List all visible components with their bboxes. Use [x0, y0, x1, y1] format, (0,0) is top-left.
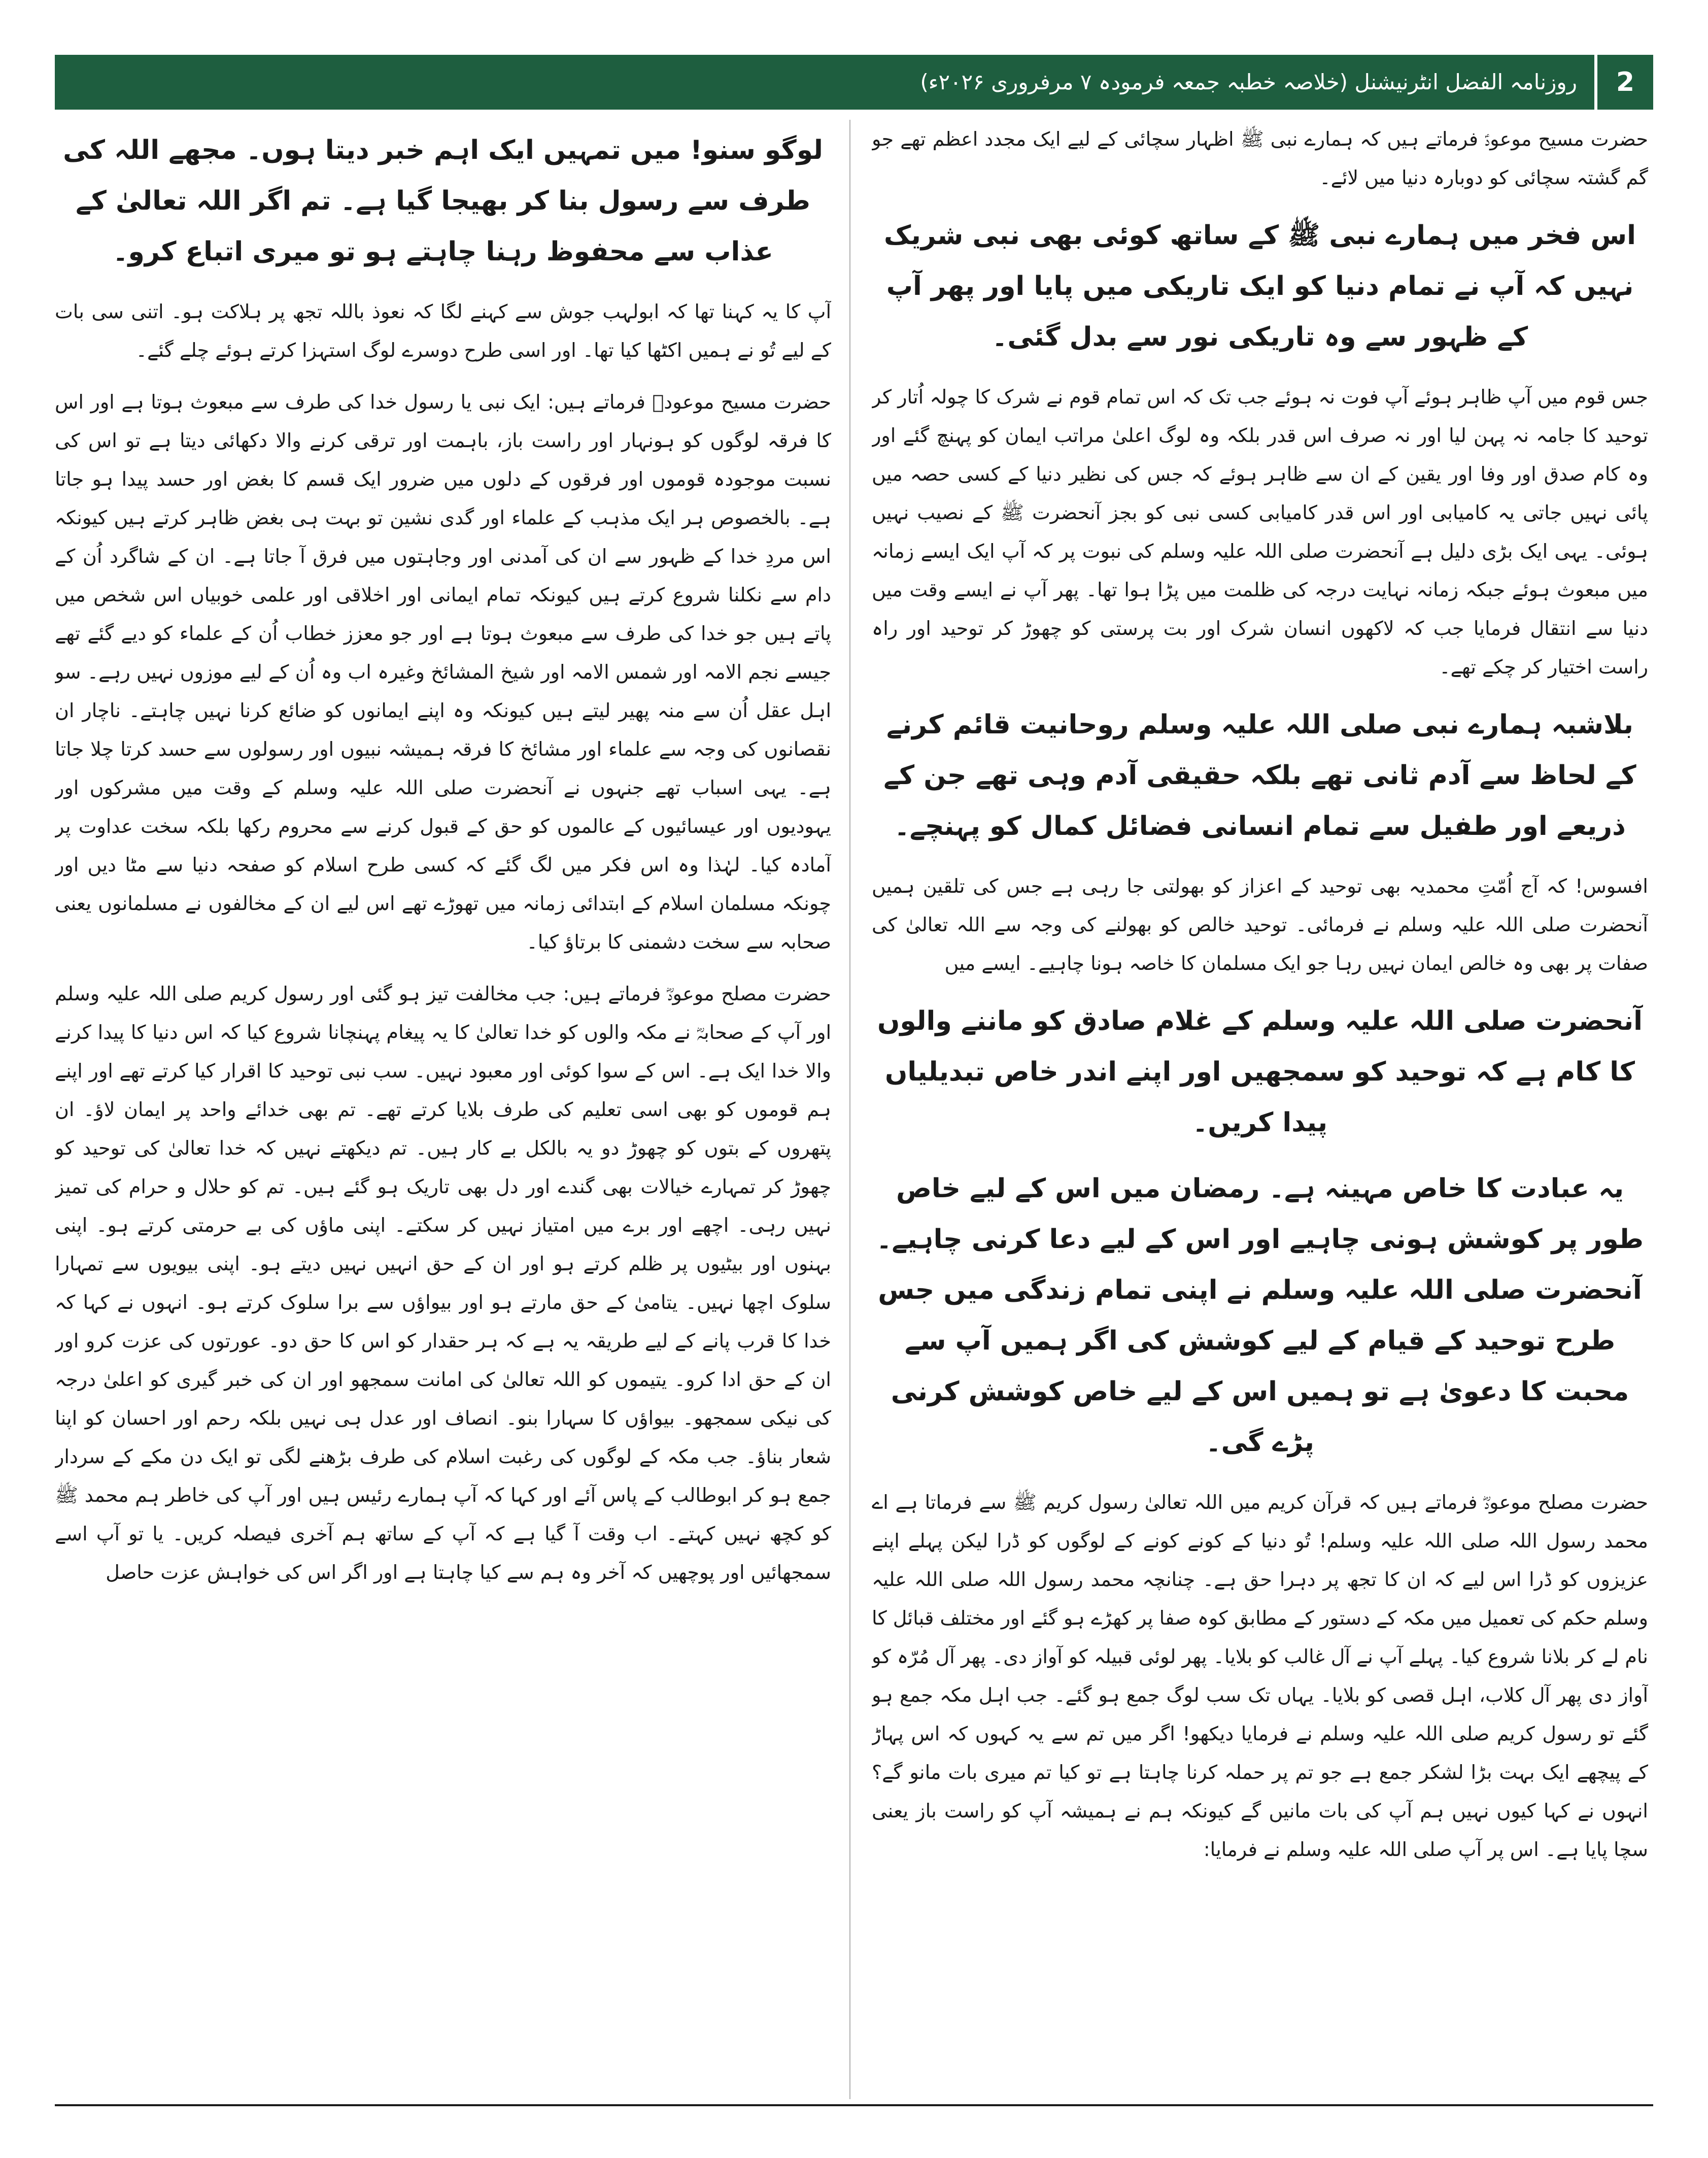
footer-rule [55, 2104, 1653, 2106]
running-title: روزنامہ الفضل انٹرنیشنل (خلاصہ خطبہ جمعہ فرمودہ ۷ مرفروری ۲۰۲۶ء) [920, 70, 1577, 94]
paragraph: حضرت مسیح موعودؑ فرماتے ہیں کہ ہمارے نبی ﷺ اظہار سچائی کے لیے ایک مجدد اعظم تھے جو گم گشتہ سچائی کو دوبارہ دنیا میں لائے۔ [872, 128, 1648, 189]
paragraph: آپ کا یہ کہنا تھا کہ ابولہب جوش سے کہنے لگا کہ نعوذ باللہ تجھ پر ہلاکت ہو۔ اتنی سی بات کے لیے تُو نے ہمیں اکٹھا کیا تھا۔ اور اسی طرح دوسرے لوگ استہزا کرتے ہوئے چلے گئے۔ [55, 300, 831, 361]
column-divider [849, 120, 850, 2099]
paragraph: جس قوم میں آپ ظاہر ہوئے آپ فوت نہ ہوئے جب تک کہ اس تمام قوم نے شرک کا چولہ اُتار کر توحید کا جامہ نہ پہن لیا اور نہ صرف اس قدر بلکہ وہ لوگ اعلیٰ مراتب ایمان کو پہنچ گئے اور وہ کام صدق اور وفا اور یقین کے ان سے ظاہر ہوئے کہ جس کی نظیر دنیا کے کسی حصہ میں پائی نہیں جاتی یہ کامیابی اور اس قدر کامیابی کسی نبی کو بجز آنحضرت ﷺ کے نصیب نہیں ہوئی۔ یہی ایک بڑی دلیل ہے آنحضرت صلی اللہ علیہ وسلم کی نبوت پر کہ آپ ایک ایسے زمانہ میں مبعوث ہوئے جبکہ زمانہ نہایت درجہ کی ظلمت میں پڑا ہوا تھا۔ پھر آپ نے ایسے وقت میں دنیا سے انتقال فرمایا جب کہ لاکھوں انسان شرک اور بت پرستی کو چھوڑ کر توحید اور راہ راست اختیار کر چکے تھے۔ [872, 386, 1648, 678]
paragraph: حضرت مسیح موعودؑ فرماتے ہیں: ایک نبی یا رسول خدا کی طرف سے مبعوث ہوتا ہے اور اس کا فرقہ لوگوں کو ہونہار اور راست باز، باہمت اور ترقی کرنے والا دکھائی دیتا ہے تو اس کی نسبت موجودہ قوموں اور فرقوں کے دلوں میں ضرور ایک قسم کا بغض اور حسد پیدا ہو جاتا ہے۔ بالخصوص ہر ایک مذہب کے علماء اور گدی نشین تو بہت ہی بغض ظاہر کرتے ہیں کیونکہ اس مردِ خدا کے ظہور سے ان کی آمدنی اور وجاہتوں میں فرق آ جاتا ہے۔ ان کے شاگرد اُن کے دام سے نکلنا شروع کرتے ہیں کیونکہ تمام ایمانی اور اخلاقی اور علمی خوبیاں اس شخص میں پاتے ہیں جو خدا کی طرف سے مبعوث ہوتا ہے اور جو معزز خطاب اُن کے علماء کو دیے گئے تھے جیسے نجم الامہ اور شمس الامہ اور شیخ المشائخ وغیرہ اب وہ اُن کے لیے موزوں نہیں رہے۔ سو اہل عقل اُن سے منہ پھیر لیتے ہیں کیونکہ وہ اپنے ایمانوں کو ضائع کرنا نہیں چاہتے۔ ناچار ان نقصانوں کی وجہ سے علماء اور مشائخ کا فرقہ ہمیشہ نبیوں اور رسولوں سے حسد کرتا چلا جاتا ہے۔ یہی اسباب تھے جنہوں نے آنحضرت صلی اللہ علیہ وسلم کے وقت میں مشرکوں اور یہودیوں اور عیسائیوں کے عالموں کو حق کے قبول کرنے سے محروم رکھا بلکہ سخت عداوت پر آمادہ کیا۔ لہٰذا وہ اس فکر میں لگ گئے کہ کسی طرح اسلام کو صفحہ دنیا سے مٹا دیں اور چونکہ مسلمان اسلام کے ابتدائی زمانہ میں تھوڑے تھے اس لیے ان کے مخالفوں نے مسلمانوں یعنی صحابہ سے سخت دشمنی کا برتاؤ کیا۔ [55, 391, 831, 953]
highlighted-quote: یہ عبادت کا خاص مہینہ ہے۔ رمضان میں اس کے لیے خاص طور پر کوشش ہونی چاہیے اور اس کے لیے دعا کرنی چاہیے۔ آنحضرت صلی اللہ علیہ وسلم نے اپنی تمام زندگی میں جس طرح توحید کے قیام کے لیے کوشش کی اگر ہمیں آپ سے محبت کا دعویٰ ہے تو ہمیں اس کے لیے خاص کوشش کرنی پڑے گی۔ [876, 1173, 1644, 1458]
highlighted-quote: آنحضرت صلی اللہ علیہ وسلم کے غلام صادق کو ماننے والوں کا کام ہے کہ توحید کو سمجھیں اور اپنے اندر خاص تبدیلیاں پیدا کریں۔ [877, 1006, 1643, 1138]
highlighted-quote: بلاشبہ ہمارے نبی صلی اللہ علیہ وسلم روحانیت قائم کرنے کے لحاظ سے آدم ثانی تھے بلکہ حقیقی آدم وہی تھے جن کے ذریعے اور طفیل سے تمام انسانی فضائل کمال کو پہنچے۔ [883, 710, 1636, 841]
page-header-bar [55, 55, 1653, 110]
paragraph: افسوس! کہ آج اُمّتِ محمدیہ بھی توحید کے اعزاز کو بھولتی جا رہی ہے جس کی تلقین ہمیں آنحضرت صلی اللہ علیہ وسلم نے فرمائی۔ توحید خالص کو بھولنے کی وجہ سے اللہ تعالیٰ کی صفات پر بھی وہ خالص ایمان نہیں رہا جو ایک مسلمان کا خاصہ ہونا چاہیے۔ ایسے میں [872, 875, 1648, 974]
paragraph: حضرت مصلح موعودؓ فرماتے ہیں کہ قرآن کریم میں اللہ تعالیٰ رسول کریم ﷺ سے فرماتا ہے اے محمد رسول اللہ صلی اللہ علیہ وسلم! تُو دنیا کے کونے کونے کے لوگوں کو ڈرا لیکن پہلے اپنے عزیزوں کو ڈرا اس لیے کہ ان کا تجھ پر دہرا حق ہے۔ چنانچہ محمد رسول اللہ صلی اللہ علیہ وسلم حکم کی تعمیل میں مکہ کے دستور کے مطابق کوہ صفا پر کھڑے ہو گئے اور مختلف قبائل کا نام لے کر بلانا شروع کیا۔ پہلے آپ نے آل غالب کو بلایا۔ پھر لوئی قبیلہ کو آواز دی۔ پھر آل مُرّہ کو آواز دی پھر آل کلاب، اہل قصی کو بلایا۔ یہاں تک سب لوگ جمع ہو گئے۔ جب اہل مکہ جمع ہو گئے تو رسول کریم صلی اللہ علیہ وسلم نے فرمایا دیکھو! اگر میں تم سے یہ کہوں کہ اس پہاڑ کے پیچھے ایک بہت بڑا لشکر جمع ہے جو تم پر حملہ کرنا چاہتا ہے تو کیا تم میری بات مانو گے؟ انہوں نے کہا کیوں نہیں ہم آپ کی بات مانیں گے کیونکہ ہم نے ہمیشہ آپ کو راست باز یعنی سچا پایا ہے۔ اس پر آپ صلی اللہ علیہ وسلم نے فرمایا: [872, 1491, 1648, 1861]
page-number: 2 [1594, 55, 1653, 110]
left-column [55, 120, 831, 2099]
right-column [872, 120, 1648, 2099]
highlighted-quote: لوگو سنو! میں تمہیں ایک اہم خبر دیتا ہوں۔ مجھے اللہ کی طرف سے رسول بنا کر بھیجا گیا ہے۔ تم اگر اللہ تعالیٰ کے عذاب سے محفوظ رہنا چاہتے ہو تو میری اتباع کرو۔ [63, 135, 823, 267]
highlighted-quote: اس فخر میں ہمارے نبی ﷺ کے ساتھ کوئی بھی نبی شریک نہیں کہ آپ نے تمام دنیا کو ایک تاریکی میں پایا اور پھر آپ کے ظہور سے وہ تاریکی نور سے بدل گئی۔ [884, 220, 1636, 352]
paragraph: حضرت مصلح موعودؓ فرماتے ہیں: جب مخالفت تیز ہو گئی اور رسول کریم صلی اللہ علیہ وسلم اور آپ کے صحابہؓ نے مکہ والوں کو خدا تعالیٰ کا یہ پیغام پہنچانا شروع کیا کہ اس دنیا کا پیدا کرنے والا خدا ایک ہے۔ اس کے سوا کوئی اور معبود نہیں۔ سب نبی توحید کا اقرار کیا کرتے تھے اور اپنے ہم قوموں کو بھی اسی تعلیم کی طرف بلایا کرتے تھے۔ تم بھی خدائے واحد پر ایمان لاؤ۔ ان پتھروں کے بتوں کو چھوڑ دو یہ بالکل بے کار ہیں۔ تم دیکھتے نہیں کہ خدا تعالیٰ کی توحید کو چھوڑ کر تمہارے خیالات بھی گندے اور دل بھی تاریک ہو گئے ہیں۔ تم کو حلال و حرام کی تمیز نہیں رہی۔ اچھے اور برے میں امتیاز نہیں کر سکتے۔ اپنی ماؤں کی بے حرمتی کرتے ہو۔ اپنی بہنوں اور بیٹیوں پر ظلم کرتے ہو اور ان کے حق انہیں نہیں دیتے ہو۔ اپنی بیویوں سے تمہارا سلوک اچھا نہیں۔ یتامیٰ کے حق مارتے ہو اور بیواؤں سے برا سلوک کرتے ہو۔ انہوں نے کہا کہ خدا کا قرب پانے کے لیے طریقہ یہ ہے کہ ہر حقدار کو اس کا حق دو۔ عورتوں کی عزت کرو اور ان کے حق ادا کرو۔ یتیموں کو اللہ تعالیٰ کی امانت سمجھو اور ان کی خبر گیری کو اعلیٰ درجہ کی نیکی سمجھو۔ بیواؤں کا سہارا بنو۔ انصاف اور عدل ہی نہیں بلکہ رحم اور احسان کو اپنا شعار بناؤ۔ جب مکہ کے لوگوں کی رغبت اسلام کی طرف بڑھنے لگی تو ایک دن مکے کے سردار جمع ہو کر ابوطالب کے پاس آئے اور کہا کہ آپ ہمارے رئیس ہیں اور آپ کی خاطر ہم محمد ﷺ کو کچھ نہیں کہتے۔ اب وقت آ گیا ہے کہ آپ کے ساتھ ہم آخری فیصلہ کریں۔ یا تو آپ اسے سمجھائیں اور پوچھیں کہ آخر وہ ہم سے کیا چاہتا ہے اور اگر اس کی خواہش عزت حاصل [55, 983, 831, 1583]
